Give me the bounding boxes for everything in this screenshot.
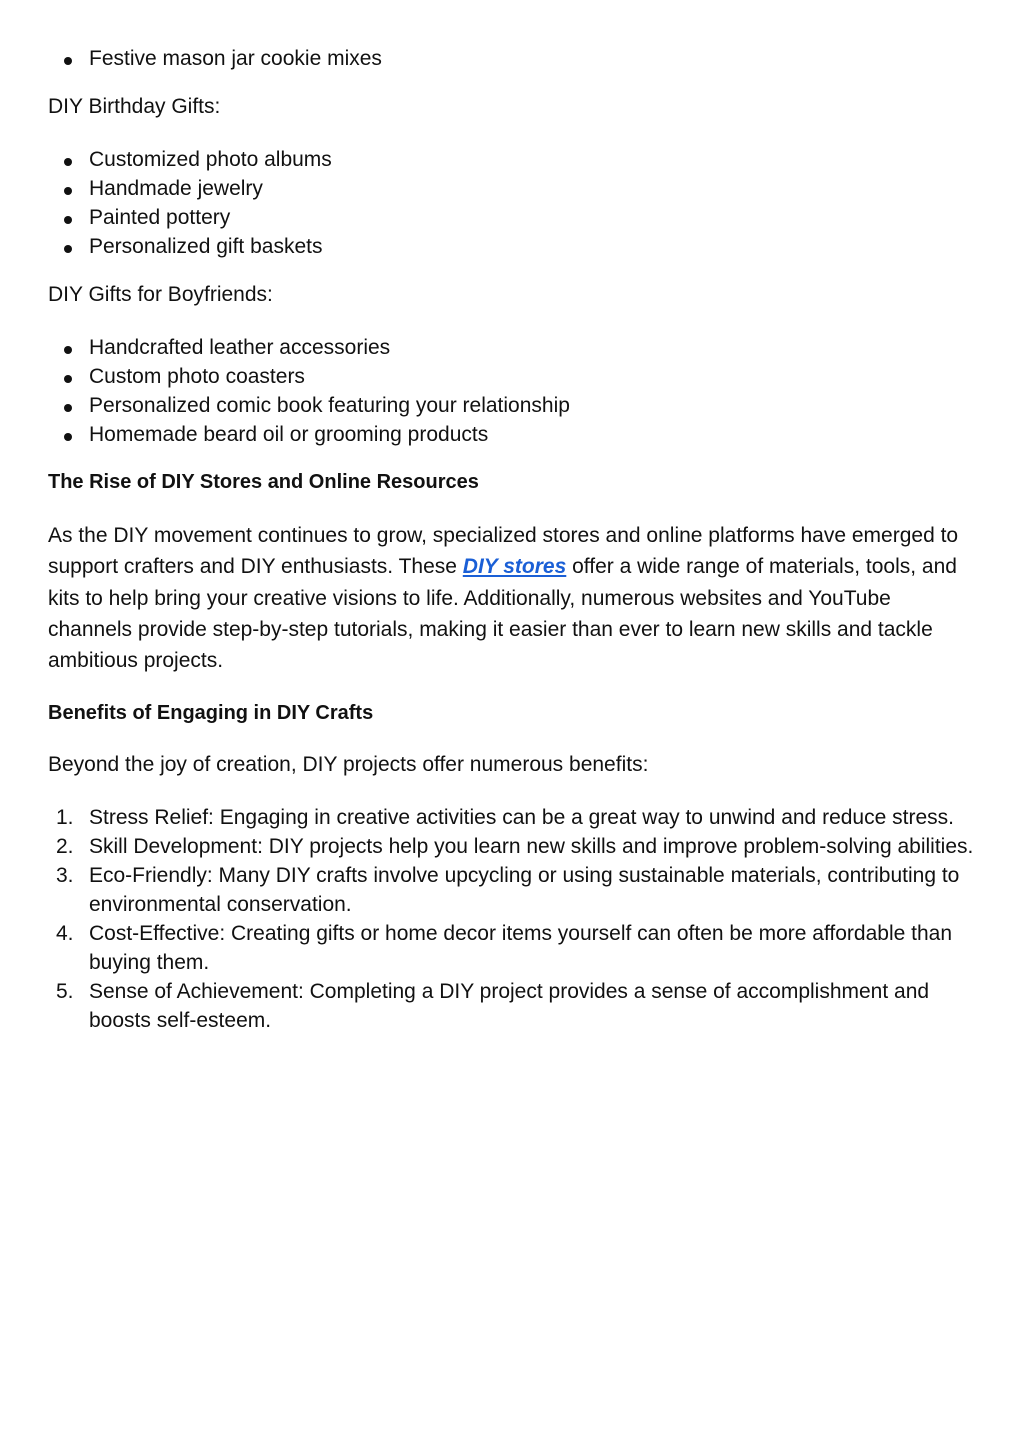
paragraph-text: As the DIY movement continues to grow, specialized stores and online platforms have emerged to support crafters and DIY enthusiasts. These xyxy=(48,524,959,579)
list-item: Personalized comic book featuring your relationship xyxy=(48,391,978,420)
list-item: Homemade beard oil or grooming products xyxy=(48,420,978,449)
diy-stores-link[interactable]: DIY stores xyxy=(462,555,567,579)
list-number: 2. xyxy=(56,835,74,859)
list-item-text: Sense of Achievement: Completing a DIY project provides a sense of accomplishment and boosts self-esteem. xyxy=(89,980,930,1033)
boyfriend-gift-list xyxy=(48,333,978,449)
benefits-heading: Benefits of Engaging in DIY Crafts xyxy=(48,702,374,725)
paragraph-text: offer a wide range of materials, tools, and kits to help bring your creative visions to life. Additionally, numerous websites and YouTube channels provide step-by-step tutorials, making it easier than ever to learn new skills and tackle ambitious projects. xyxy=(48,555,957,673)
benefits-intro: Beyond the joy of creation, DIY projects offer numerous benefits: xyxy=(48,753,649,777)
rise-of-diy-paragraph xyxy=(48,520,978,676)
document-page xyxy=(48,44,978,1035)
list-item xyxy=(48,803,978,832)
list-item xyxy=(48,861,978,919)
list-item xyxy=(48,919,978,977)
rise-of-diy-heading: The Rise of DIY Stores and Online Resources xyxy=(48,471,479,493)
list-item: Handmade jewelry xyxy=(48,174,978,203)
list-item-text: Eco-Friendly: Many DIY crafts involve upcycling or using sustainable materials, contributing to environmental conservation. xyxy=(89,864,960,917)
list-item-text: Cost-Effective: Creating gifts or home decor items yourself can often be more affordable than buying them. xyxy=(89,922,952,975)
list-item: Customized photo albums xyxy=(48,145,978,174)
list-item: Painted pottery xyxy=(48,203,978,232)
benefits-list xyxy=(48,803,978,1035)
list-item: Handcrafted leather accessories xyxy=(48,333,978,362)
list-item-text: Stress Relief: Engaging in creative activities can be a great way to unwind and reduce stress. xyxy=(89,806,954,830)
list-item: Personalized gift baskets xyxy=(48,232,978,261)
list-item: Custom photo coasters xyxy=(48,362,978,391)
boyfriend-gifts-label: DIY Gifts for Boyfriends: xyxy=(48,283,273,306)
birthday-gifts-label: DIY Birthday Gifts: xyxy=(48,95,221,118)
list-item-text: Skill Development: DIY projects help you learn new skills and improve problem-solving abilities. xyxy=(89,835,974,859)
list-number: 4. xyxy=(56,922,74,946)
list-item: Festive mason jar cookie mixes xyxy=(48,44,978,73)
holiday-gift-list xyxy=(48,44,978,73)
list-number: 3. xyxy=(56,864,74,888)
list-number: 5. xyxy=(56,980,74,1004)
list-number: 1. xyxy=(56,806,74,830)
list-item xyxy=(48,977,978,1035)
birthday-gift-list xyxy=(48,145,978,261)
list-item xyxy=(48,832,978,861)
